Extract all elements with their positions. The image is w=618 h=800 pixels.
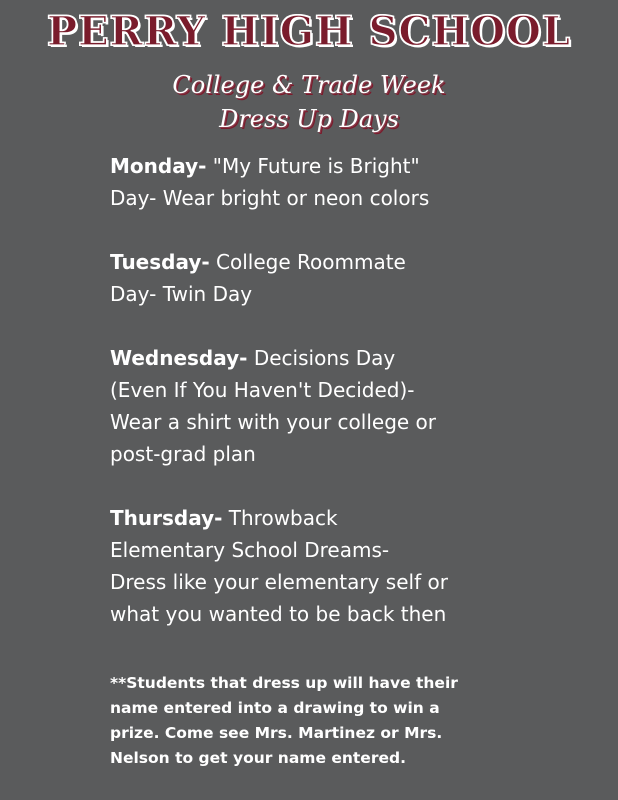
dress-up-days-list (110, 150, 580, 662)
day-thursday (110, 502, 580, 630)
subtitle-line-1: College & Trade Week (172, 71, 446, 99)
day-description: Dress like your elementary self or (110, 570, 448, 594)
school-title: PERRY HIGH SCHOOL (46, 8, 571, 55)
day-tuesday (110, 246, 580, 310)
day-name: Wednesday- (110, 346, 248, 370)
day-wednesday (110, 342, 580, 470)
day-first-line (110, 502, 580, 534)
day-description: Day- Twin Day (110, 282, 253, 306)
day-description: what you wanted to be back then (110, 602, 447, 626)
note-line: name entered into a drawing to win a (110, 699, 440, 717)
day-first-line (110, 150, 580, 182)
subtitle-line-2: Dress Up Days (219, 105, 399, 133)
day-description: (Even If You Haven't Decided)- (110, 378, 415, 402)
day-description: post-grad plan (110, 442, 256, 466)
day-name: Tuesday- (110, 250, 210, 274)
note-line: prize. Come see Mrs. Martinez or Mrs. (110, 724, 443, 742)
day-theme: Decisions Day (247, 346, 396, 370)
day-description: Wear a shirt with your college or (110, 410, 437, 434)
day-description: Day- Wear bright or neon colors (110, 186, 430, 210)
day-theme: "My Future is Bright" (206, 154, 420, 178)
note-line: Nelson to get your name entered. (110, 749, 406, 767)
day-first-line (110, 342, 580, 374)
day-description: Elementary School Dreams- (110, 538, 390, 562)
day-theme: College Roommate (209, 250, 406, 274)
prize-note (110, 671, 530, 771)
day-name: Thursday- (110, 506, 223, 530)
day-name: Monday- (110, 154, 207, 178)
note-line: **Students that dress up will have their (110, 674, 458, 692)
day-theme: Throwback (222, 506, 338, 530)
day-monday (110, 150, 580, 214)
day-first-line (110, 246, 580, 278)
